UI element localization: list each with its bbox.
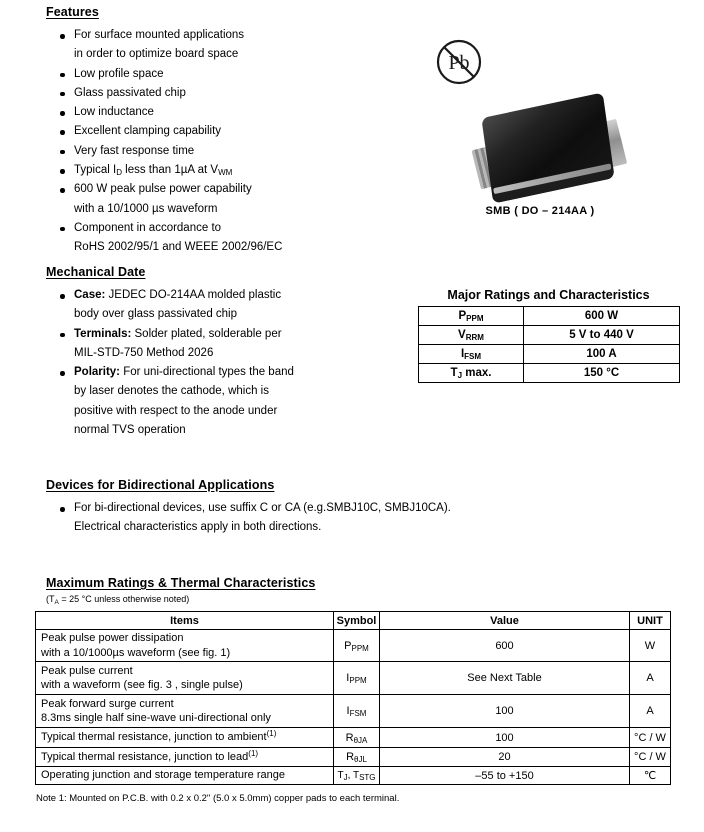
table-row xyxy=(36,728,671,748)
major-ratings-table xyxy=(418,306,680,383)
column-header-value: Value xyxy=(380,612,630,630)
item-line: Operating junction and storage temperature range xyxy=(41,769,285,782)
item-text: normal TVS operation xyxy=(74,424,186,437)
table-row xyxy=(419,307,680,326)
feature-text: Low profile space xyxy=(74,67,164,80)
value-cell: 600 xyxy=(380,630,630,662)
item-cell xyxy=(36,630,334,662)
feature-text: less than 1µA at V xyxy=(121,164,219,177)
feature-item-continuation xyxy=(46,238,406,257)
feature-item xyxy=(46,161,406,180)
table-row xyxy=(36,748,671,767)
column-header-symbol: Symbol xyxy=(334,612,380,630)
pb-free-icon xyxy=(435,38,483,86)
item-text: For bi-directional devices, use suffix C or CA (e.g.SMBJ10C, SMBJ10CA). xyxy=(74,502,451,514)
symbol-text: I xyxy=(460,348,465,360)
symbol-text: , T xyxy=(347,770,360,781)
item-text: Solder plated, solderable per xyxy=(131,327,282,340)
item-line: 8.3ms single half sine-wave uni-directional only xyxy=(41,712,271,724)
table-row xyxy=(419,345,680,364)
mechanical-item xyxy=(46,325,406,344)
symbol-cell xyxy=(419,326,524,345)
value-cell: 150 °C xyxy=(524,364,680,383)
major-ratings-heading: Major Ratings and Characteristics xyxy=(447,288,650,302)
symbol-cell xyxy=(419,364,524,383)
item-cell xyxy=(36,662,334,695)
features-heading: Features xyxy=(46,5,99,19)
table-row xyxy=(419,326,680,345)
value-cell: 20 xyxy=(380,748,630,767)
test-condition-note xyxy=(46,594,189,604)
symbol-text: T xyxy=(450,367,458,379)
table-row xyxy=(36,767,671,785)
unit-cell: °C / W xyxy=(630,748,671,767)
mechanical-item-continuation xyxy=(46,382,406,401)
features-section xyxy=(46,5,406,258)
subscript: FSM xyxy=(349,709,367,718)
item-cell xyxy=(36,748,334,767)
feature-item xyxy=(46,122,406,141)
symbol-cell xyxy=(419,345,524,364)
symbol-cell xyxy=(334,767,380,785)
item-line: with a 10/1000µs waveform (see fig. 1) xyxy=(41,646,231,659)
symbol-cell xyxy=(334,662,380,695)
max-ratings-heading: Maximum Ratings & Thermal Characteristics xyxy=(46,576,316,590)
unit-cell: ℃ xyxy=(630,767,671,785)
mechanical-item xyxy=(46,363,406,382)
value-cell: 100 A xyxy=(524,345,680,364)
mechanical-item-continuation xyxy=(46,344,406,363)
item-line: Peak pulse current xyxy=(41,664,133,677)
subscript: FSM xyxy=(464,352,482,361)
feature-text: Very fast response time xyxy=(74,144,195,157)
condition-text: = 25 °C unless otherwise noted) xyxy=(58,594,190,604)
value-cell: 100 xyxy=(380,728,630,748)
subscript: RRM xyxy=(465,333,484,342)
bidirectional-item xyxy=(46,499,606,518)
bidirectional-heading: Devices for Bidirectional Applications xyxy=(46,478,275,492)
symbol-text: max. xyxy=(462,367,492,379)
value-cell: –55 to +150 xyxy=(380,767,630,785)
symbol-text: I xyxy=(346,705,350,717)
condition-text: (T xyxy=(46,594,55,604)
feature-text: with a 10/1000 µs waveform xyxy=(74,202,218,215)
feature-text: 600 W peak pulse power capability xyxy=(74,183,252,196)
feature-item-continuation xyxy=(46,200,406,219)
symbol-cell xyxy=(334,695,380,728)
subscript: A xyxy=(54,599,59,606)
table-row xyxy=(36,695,671,728)
unit-cell: °C / W xyxy=(630,728,671,748)
mechanical-section xyxy=(46,265,406,440)
table-row xyxy=(36,662,671,695)
unit-cell: A xyxy=(630,662,671,695)
subscript: θJA xyxy=(353,735,368,745)
bidirectional-section xyxy=(46,478,606,538)
footnote: Note 1: Mounted on P.C.B. with 0.2 x 0.2" (5.0 x 5.0mm) copper pads to each terminal. xyxy=(36,793,400,804)
symbol-text: R xyxy=(346,751,355,763)
symbol-cell xyxy=(419,307,524,326)
mechanical-item xyxy=(46,286,406,305)
bidirectional-item-continuation xyxy=(46,518,606,537)
superscript-note-ref: (1) xyxy=(266,729,277,739)
symbol-cell xyxy=(334,748,380,767)
symbol-text: P xyxy=(344,639,352,652)
subscript: WM xyxy=(218,168,233,178)
feature-text: Typical I xyxy=(74,164,117,177)
package-body xyxy=(481,92,614,203)
feature-item xyxy=(46,84,406,103)
item-text: by laser denotes the cathode, which is xyxy=(74,385,269,398)
item-cell xyxy=(36,695,334,728)
subscript: J xyxy=(457,371,463,380)
item-text: MIL-STD-750 Method 2026 xyxy=(74,346,214,359)
column-header-items: Items xyxy=(36,612,334,630)
item-cell xyxy=(36,728,334,748)
mechanical-item-continuation xyxy=(46,421,406,440)
unit-cell: W xyxy=(630,630,671,662)
mechanical-item-continuation xyxy=(46,402,406,421)
symbol-text: T xyxy=(337,770,344,781)
symbol-cell xyxy=(334,630,380,662)
unit-cell: A xyxy=(630,695,671,728)
feature-item xyxy=(46,65,406,84)
subscript: PPM xyxy=(349,676,367,685)
item-lead: Case: xyxy=(74,289,106,301)
max-ratings-section xyxy=(46,576,686,590)
value-cell: See Next Table xyxy=(380,662,630,695)
subscript: J xyxy=(343,773,348,782)
package-caption: SMB ( DO – 214AA ) xyxy=(485,205,595,217)
item-line: Peak forward surge current xyxy=(41,697,174,710)
pb-text: Pb xyxy=(448,52,470,74)
feature-item xyxy=(46,103,406,122)
feature-item xyxy=(46,219,406,238)
value-cell: 600 W xyxy=(524,307,680,326)
item-lead: Polarity: xyxy=(74,366,121,379)
max-ratings-table xyxy=(35,611,671,785)
item-line: with a waveform (see fig. 3 , single pulse) xyxy=(41,679,243,691)
item-line: Peak pulse power dissipation xyxy=(41,632,184,644)
subscript: D xyxy=(116,168,122,178)
superscript-note-ref: (1) xyxy=(248,748,259,758)
feature-text: Low inductance xyxy=(74,106,154,119)
item-text: JEDEC DO-214AA molded plastic xyxy=(105,289,282,301)
feature-item-continuation xyxy=(46,45,406,64)
value-cell: 100 xyxy=(380,695,630,728)
feature-text: in order to optimize board space xyxy=(74,48,239,61)
item-text: positive with respect to the anode under xyxy=(74,404,278,417)
mechanical-item-continuation xyxy=(46,305,406,324)
feature-text: Excellent clamping capability xyxy=(74,125,222,138)
column-header-unit: UNIT xyxy=(630,612,671,630)
feature-text: For surface mounted applications xyxy=(74,29,245,41)
item-text: For uni-directional types the band xyxy=(120,366,294,379)
subscript: PPM xyxy=(466,314,484,323)
feature-item xyxy=(46,180,406,199)
symbol-cell xyxy=(334,728,380,748)
smb-package-image xyxy=(474,103,626,205)
subscript: PPM xyxy=(351,643,369,653)
symbol-text: R xyxy=(345,731,354,744)
feature-item xyxy=(46,142,406,161)
feature-text: Glass passivated chip xyxy=(74,86,186,99)
table-row xyxy=(419,364,680,383)
symbol-text: P xyxy=(458,310,467,322)
mechanical-heading: Mechanical Date xyxy=(46,265,146,279)
value-cell: 5 V to 440 V xyxy=(524,326,680,345)
item-cell xyxy=(36,767,334,785)
symbol-text: V xyxy=(458,329,466,341)
feature-text: RoHS 2002/95/1 and WEEE 2002/96/EC xyxy=(74,241,283,254)
item-line: Typical thermal resistance, junction to ambient xyxy=(41,731,267,744)
feature-item xyxy=(46,26,406,45)
item-lead: Terminals: xyxy=(74,327,132,340)
feature-text: Component in accordance to xyxy=(74,221,222,234)
item-text: body over glass passivated chip xyxy=(74,308,238,321)
item-line: Typical thermal resistance, junction to lead xyxy=(41,750,249,763)
symbol-text: I xyxy=(346,672,350,684)
subscript: θJL xyxy=(354,755,367,764)
subscript: STG xyxy=(359,773,376,782)
table-header-row xyxy=(36,612,671,630)
item-text: Electrical characteristics apply in both directions. xyxy=(74,521,322,534)
table-row xyxy=(36,630,671,662)
